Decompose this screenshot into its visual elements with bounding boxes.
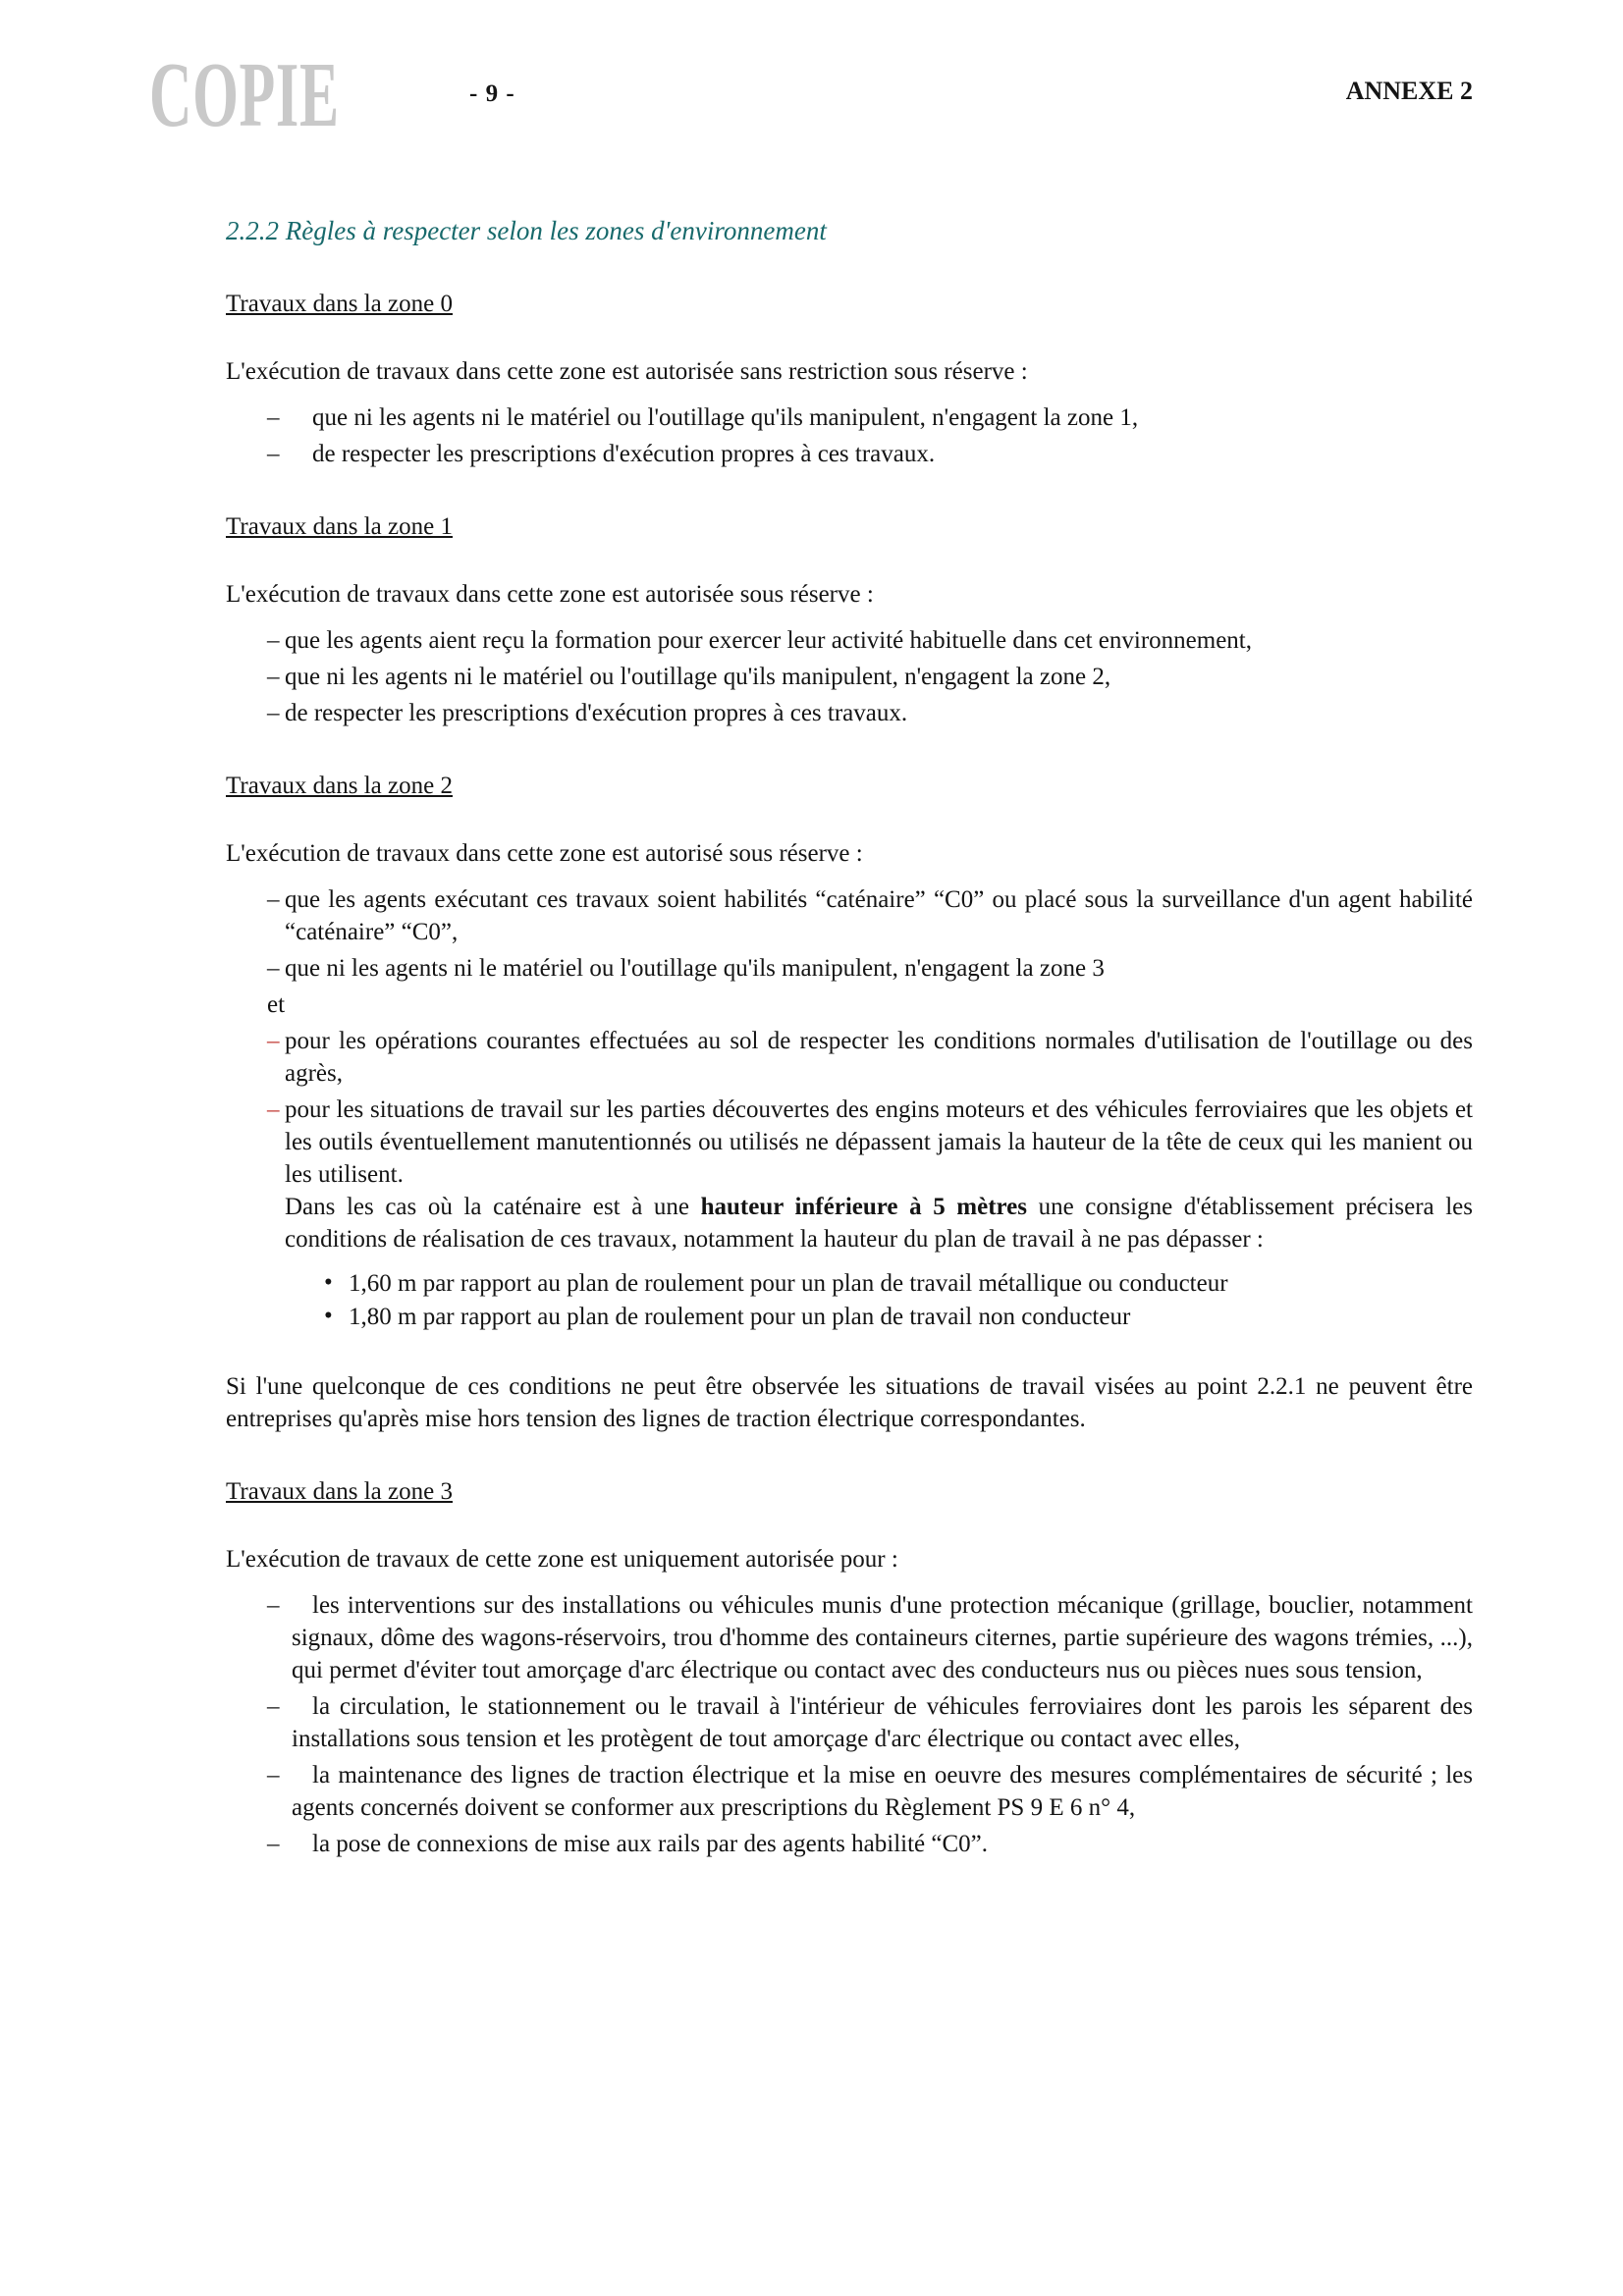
list-item-text: 1,80 m par rapport au plan de roulement pour un plan de travail non conducteur: [349, 1304, 1131, 1330]
dash-marker: –: [267, 1693, 280, 1720]
dash-marker: –: [267, 700, 280, 726]
list-item-text: que ni les agents ni le matériel ou l'outillage qu'ils manipulent, n'engagent la zone 3: [285, 955, 1105, 982]
list-item: [324, 1301, 1473, 1333]
list-item: [324, 1267, 1473, 1300]
list-item: [267, 1828, 1473, 1860]
dash-marker: –: [267, 441, 280, 467]
zone2-intro: L'exécution de travaux dans cette zone est autorisé sous réserve :: [226, 840, 863, 867]
zone3-heading: [226, 1475, 1473, 1508]
list-item-text: que ni les agents ni le matériel ou l'outillage qu'ils manipulent, n'engagent la zone 1,: [312, 404, 1139, 431]
document-body: [226, 0, 1473, 1864]
bullet-dot-marker: •: [324, 1269, 333, 1296]
list-item-text: que les agents aient reçu la formation pour exercer leur activité habituelle dans cet environnement,: [285, 627, 1252, 654]
height-sub-list: [226, 1267, 1473, 1333]
dash-marker: –: [267, 664, 280, 690]
dash-marker: –: [267, 404, 280, 431]
note-text-pre: Dans les cas où la caténaire est à une: [285, 1194, 701, 1220]
zone2-bullet-list: [226, 883, 1473, 1333]
list-item: [267, 952, 1473, 985]
zone2-heading-text: Travaux dans la zone 2: [226, 773, 453, 799]
section-title: 2.2.2 Règles à respecter selon les zones d'environnement: [226, 216, 827, 245]
note-text-post: une consigne d'établissement précisera les conditions de réalisation de ces travaux, notamment la hauteur du plan de travail à ne pas dépasser :: [285, 1194, 1473, 1253]
list-item-text: pour les opérations courantes effectuées au sol de respecter les conditions normales d'utilisation de l'outillage ou des agrès,: [285, 1028, 1473, 1087]
dash-marker: –: [267, 886, 280, 913]
list-item-text: 1,60 m par rapport au plan de roulement pour un plan de travail métallique ou conducteur: [349, 1270, 1228, 1297]
dash-marker: –: [267, 955, 280, 982]
list-item: [267, 661, 1473, 693]
zone0-heading-text: Travaux dans la zone 0: [226, 291, 453, 317]
zone2-heading: [226, 770, 1473, 802]
zone3-heading-text: Travaux dans la zone 3: [226, 1478, 453, 1505]
catenary-height-note: [285, 1191, 1473, 1255]
dash-marker: –: [267, 627, 280, 654]
annex-label: ANNEXE 2: [1345, 77, 1473, 105]
bullet-dot-marker: •: [324, 1303, 333, 1329]
zone1-heading-text: Travaux dans la zone 1: [226, 513, 453, 540]
zone0-intro: L'exécution de travaux dans cette zone est autorisée sans restriction sous réserve :: [226, 358, 1028, 385]
list-item: [267, 1690, 1473, 1755]
list-item-text: les interventions sur des installations ou véhicules munis d'une protection mécanique (grillage, bouclier, notamment signaux, dôme des wagons-réservoirs, trou d'homme des containeurs citernes, partie supérieure des wagons trémies, ...), qui permet d'éviter tout amorçage d'arc électrique ou contact avec des conducteurs nus ou pièces nues sous tension,: [292, 1592, 1473, 1683]
list-item-text: pour les situations de travail sur les parties découvertes des engins moteurs et des véhicules ferroviaires que les objets et les outils éventuellement manutentionnés ou utilisés ne dépassent jamais la hauteur de la tête de ceux qui les manient ou les utilisent.: [285, 1096, 1473, 1188]
copie-watermark: COPIE: [149, 44, 340, 146]
list-item-text: de respecter les prescriptions d'exécution propres à ces travaux.: [312, 441, 936, 467]
page-number: - 9 -: [469, 80, 515, 107]
list-item: [267, 1025, 1473, 1090]
list-item: [267, 883, 1473, 948]
list-item-text: que les agents exécutant ces travaux soient habilités “caténaire” “C0” ou placé sous la surveillance d'un agent habilité “caténaire” “C0”,: [285, 886, 1473, 945]
list-item: [267, 401, 1473, 434]
red-dash-marker: –: [267, 1028, 280, 1054]
dash-marker: –: [267, 1762, 280, 1789]
zone3-intro: L'exécution de travaux de cette zone est uniquement autorisée pour :: [226, 1546, 898, 1573]
list-item: [267, 697, 1473, 729]
red-dash-marker: –: [267, 1096, 280, 1123]
list-item: [267, 1589, 1473, 1686]
list-item: [267, 1759, 1473, 1824]
dash-marker: –: [267, 1831, 280, 1857]
zone1-bullet-list: [226, 624, 1473, 729]
zone2-closing-paragraph: Si l'une quelconque de ces conditions ne peut être observée les situations de travail visées au point 2.2.1 ne peuvent être entreprises qu'après mise hors tension des lignes de traction électrique correspondantes.: [226, 1373, 1473, 1432]
note-text-bold: hauteur inférieure à 5 mètres: [700, 1194, 1028, 1220]
zone1-heading: [226, 510, 1473, 543]
list-item: [267, 1094, 1473, 1255]
list-item: [267, 624, 1473, 657]
list-item-text: la pose de connexions de mise aux rails par des agents habilité “C0”.: [312, 1831, 988, 1857]
list-item: [267, 438, 1473, 470]
list-item-text: de respecter les prescriptions d'exécution propres à ces travaux.: [285, 700, 908, 726]
zone0-heading: [226, 288, 1473, 320]
zone0-bullet-list: [226, 401, 1473, 470]
connector-word: et: [267, 991, 286, 1018]
list-item-text: la circulation, le stationnement ou le travail à l'intérieur de véhicules ferroviaires dont les parois les séparent des installations sous tension et les protègent de tout amorçage d'arc électrique ou contact avec elles,: [292, 1693, 1473, 1752]
zone3-bullet-list: [226, 1589, 1473, 1860]
list-item-text: la maintenance des lignes de traction électrique et la mise en oeuvre des mesures complémentaires de sécurité ; les agents concernés doivent se conformer aux prescriptions du Règlement PS 9 E 6 n° 4,: [292, 1762, 1473, 1821]
zone1-intro: L'exécution de travaux dans cette zone est autorisée sous réserve :: [226, 581, 874, 608]
dash-marker: –: [267, 1592, 280, 1619]
list-item-text: que ni les agents ni le matériel ou l'outillage qu'ils manipulent, n'engagent la zone 2,: [285, 664, 1111, 690]
